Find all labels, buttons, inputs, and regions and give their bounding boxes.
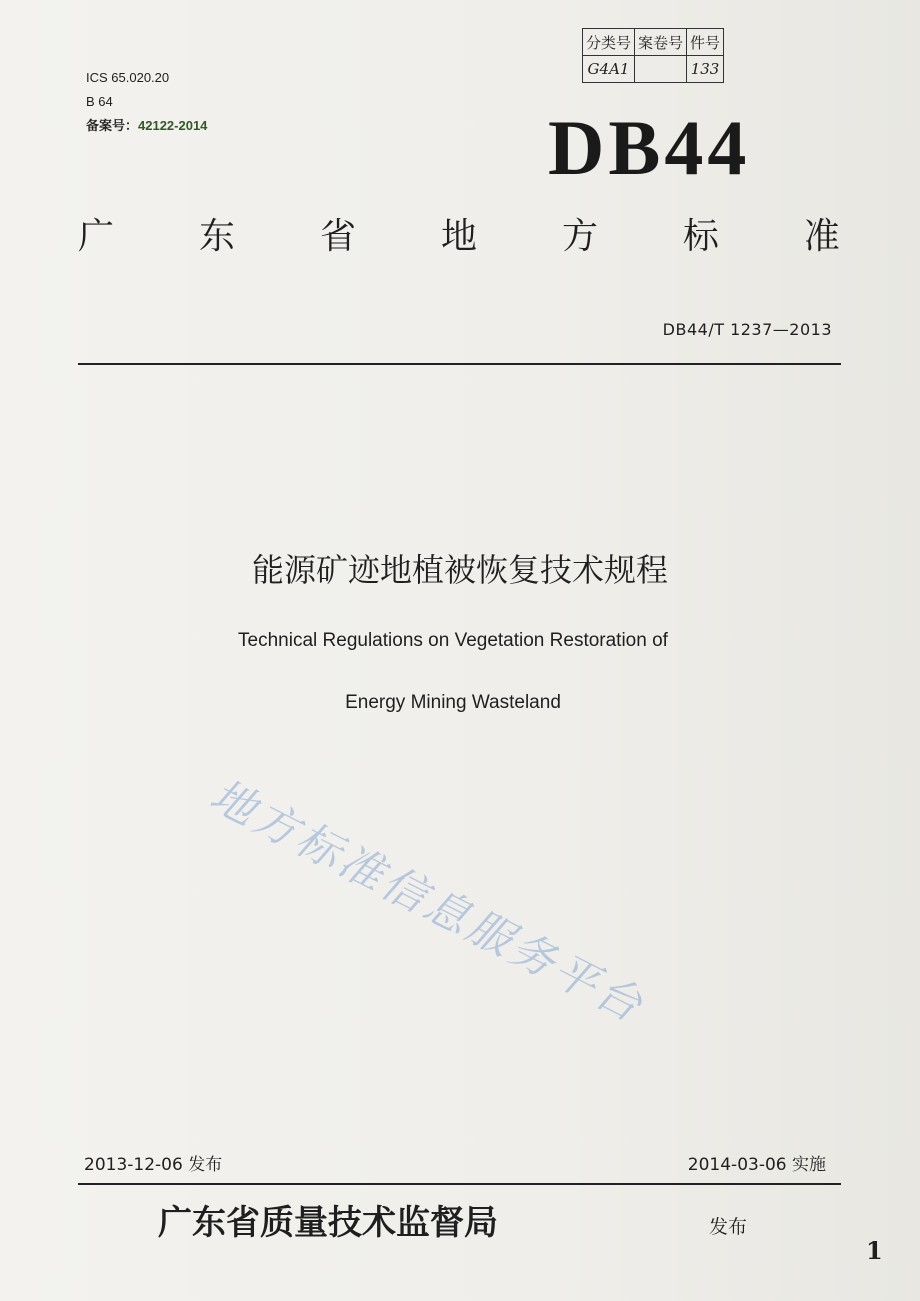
archive-header-item: 件号 (687, 29, 724, 56)
bottom-divider (78, 1183, 841, 1185)
archive-value-item: 133 (687, 56, 724, 83)
archive-value-classification: G4A1 (583, 56, 635, 83)
standard-type-char: 准 (803, 216, 840, 257)
title-english-line1: Technical Regulations on Vegetation Restoration of (238, 630, 668, 651)
title-english-line2: Energy Mining Wasteland (345, 692, 561, 713)
standard-type-char: 标 (682, 216, 719, 257)
archive-header-file: 案卷号 (635, 29, 687, 56)
filing-label: 备案号： (86, 118, 139, 133)
standard-type-heading (78, 212, 840, 262)
filing-number: 42122-2014 (138, 118, 208, 133)
implementation-date: 2014-03-06 实施 (687, 1155, 826, 1175)
standard-type-char: 方 (561, 216, 598, 257)
archive-stamp-value-row (583, 56, 724, 83)
ics-code: ICS 65.020.20 (86, 70, 170, 85)
standard-code: DB44/T 1237—2013 (662, 320, 832, 339)
issue-date: 2013-12-06 发布 (84, 1155, 223, 1175)
archive-value-file (635, 56, 687, 83)
archive-stamp-header-row (583, 29, 724, 56)
standard-type-char: 地 (440, 216, 477, 257)
publish-label: 发布 (709, 1216, 748, 1238)
archive-header-classification: 分类号 (583, 29, 635, 56)
ccs-code: B 64 (86, 94, 113, 109)
classification-block (86, 66, 207, 138)
title-chinese: 能源矿迹地植被恢复技术规程 (251, 551, 668, 589)
watermark: 地方标准信息服务平台 (201, 769, 653, 1034)
standard-type-char: 省 (319, 216, 356, 257)
db44-logo: DB44 (548, 104, 751, 191)
top-divider (78, 363, 841, 365)
standard-type-char: 广 (78, 216, 115, 257)
standard-type-char: 东 (198, 216, 235, 257)
filing-record (86, 114, 207, 138)
publisher-name: 广东省质量技术监督局 (158, 1203, 498, 1243)
page-number: 1 (866, 1236, 883, 1265)
archive-stamp (582, 28, 724, 83)
